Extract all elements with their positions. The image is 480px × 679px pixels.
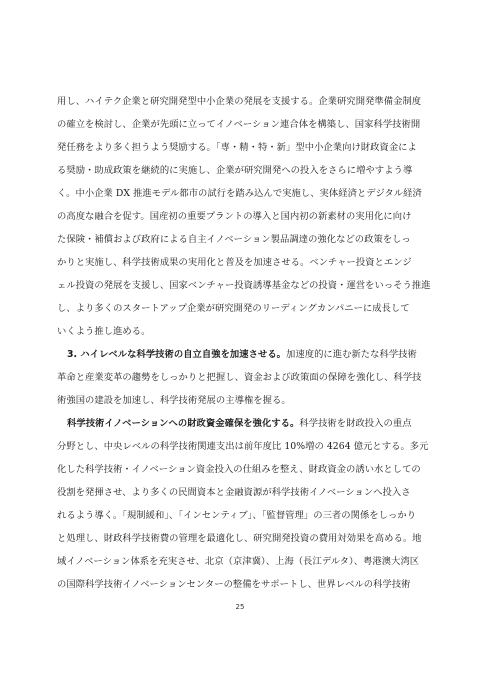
text-line: れるよう導く。「規制緩和」、「インセンティブ」、「監督管理」の三者の関係をしっかり (57, 510, 417, 521)
paragraph-3-heading: 科学技術イノベーションへの財政資金確保を強化する。 (67, 418, 300, 429)
text-line: 術強国の建設を加速し、科学技術発展の主導権を握る。 (57, 395, 291, 406)
text-line: 化した科学技術・イノベーション資金投入の仕組みを整え、財政資金の誘い水としての (57, 464, 421, 475)
text-line: 発任務をより多く担うよう奨励する。「専・精・特・新」型中小企業向け財政資金によ (57, 142, 417, 153)
text-line: の国際科学技術イノベーションセンターの整備をサポートし、世界レベルの科学技術 (57, 579, 411, 590)
text-line: 域イノベーション体系を充実させ、北京（京津冀）、上海（長江デルタ）、粤港澳大湾区 (57, 556, 420, 567)
section-3 (57, 343, 431, 412)
section-3-first-line (57, 343, 431, 366)
paragraph-3-first-line-rest: 科学技術を財政投入の重点 (299, 418, 412, 429)
text-line: 用し、ハイテク企業と研究開発型中小企業の発展を支援する。企業研究開発準備金制度 (57, 96, 422, 107)
text-line: と処理し、財政科学技術費の管理を最適化し、研究開発投資の費用対効果を高める。地 (57, 533, 422, 544)
text-line: 革命と産業変革の趨勢をしっかりと把握し、資金および政策面の保障を強化し、科学技 (57, 372, 422, 383)
section-3-heading: 3. ハイレベルな科学技術の自立自強を加速させる。 (67, 349, 287, 360)
text-line: かりと実施し、科学技術成果の実用化と普及を加速させる。ベンチャー投資とエンジ (57, 257, 412, 268)
text-line: の確立を検討し、企業が先頭に立ってイノベーション連合体を構築し、国家科学技術開 (57, 119, 421, 130)
paragraph-3-first-line (57, 412, 431, 435)
text-line: く。中小企業 DX 推進モデル都市の試行を踏み込んで実施し、実体経済とデジタル経済 (57, 188, 422, 199)
text-line: し、より多くのスタートアップ企業が研究開発のリーディングカンパニーに成長して (57, 303, 410, 314)
paragraph-3 (57, 412, 431, 596)
text-line: た保険・補償および政府による自主イノベーション製品調達の強化などの政策をしっ (57, 234, 411, 245)
text-line: 分野とし、中央レベルの科学技術関連支出は前年度比 10%増の 4264 億元とする。多元 (57, 441, 429, 452)
section-3-first-line-rest: 加速度的に進む新たな科学技術 (286, 349, 417, 360)
text-line: る奨励・助成政策を継続的に実施し、企業が研究開発への投入をさらに増やすよう導 (57, 165, 413, 176)
text-line: の高度な融合を促す。国産初の重要プラントの導入と国内初の新素材の実用化に向け (57, 211, 412, 222)
page-number: 25 (235, 603, 245, 611)
paragraph-1 (57, 90, 431, 343)
text-line: 役割を発揮させ、より多くの民間資本と金融資源が科学技術イノベーションへ投入さ (57, 487, 411, 498)
text-line: ェル投資の発展を支援し、国家ベンチャー投資誘導基金などの投資・運営をいっそう推進 (57, 280, 431, 291)
text-line: いくよう推し進める。 (57, 326, 151, 337)
